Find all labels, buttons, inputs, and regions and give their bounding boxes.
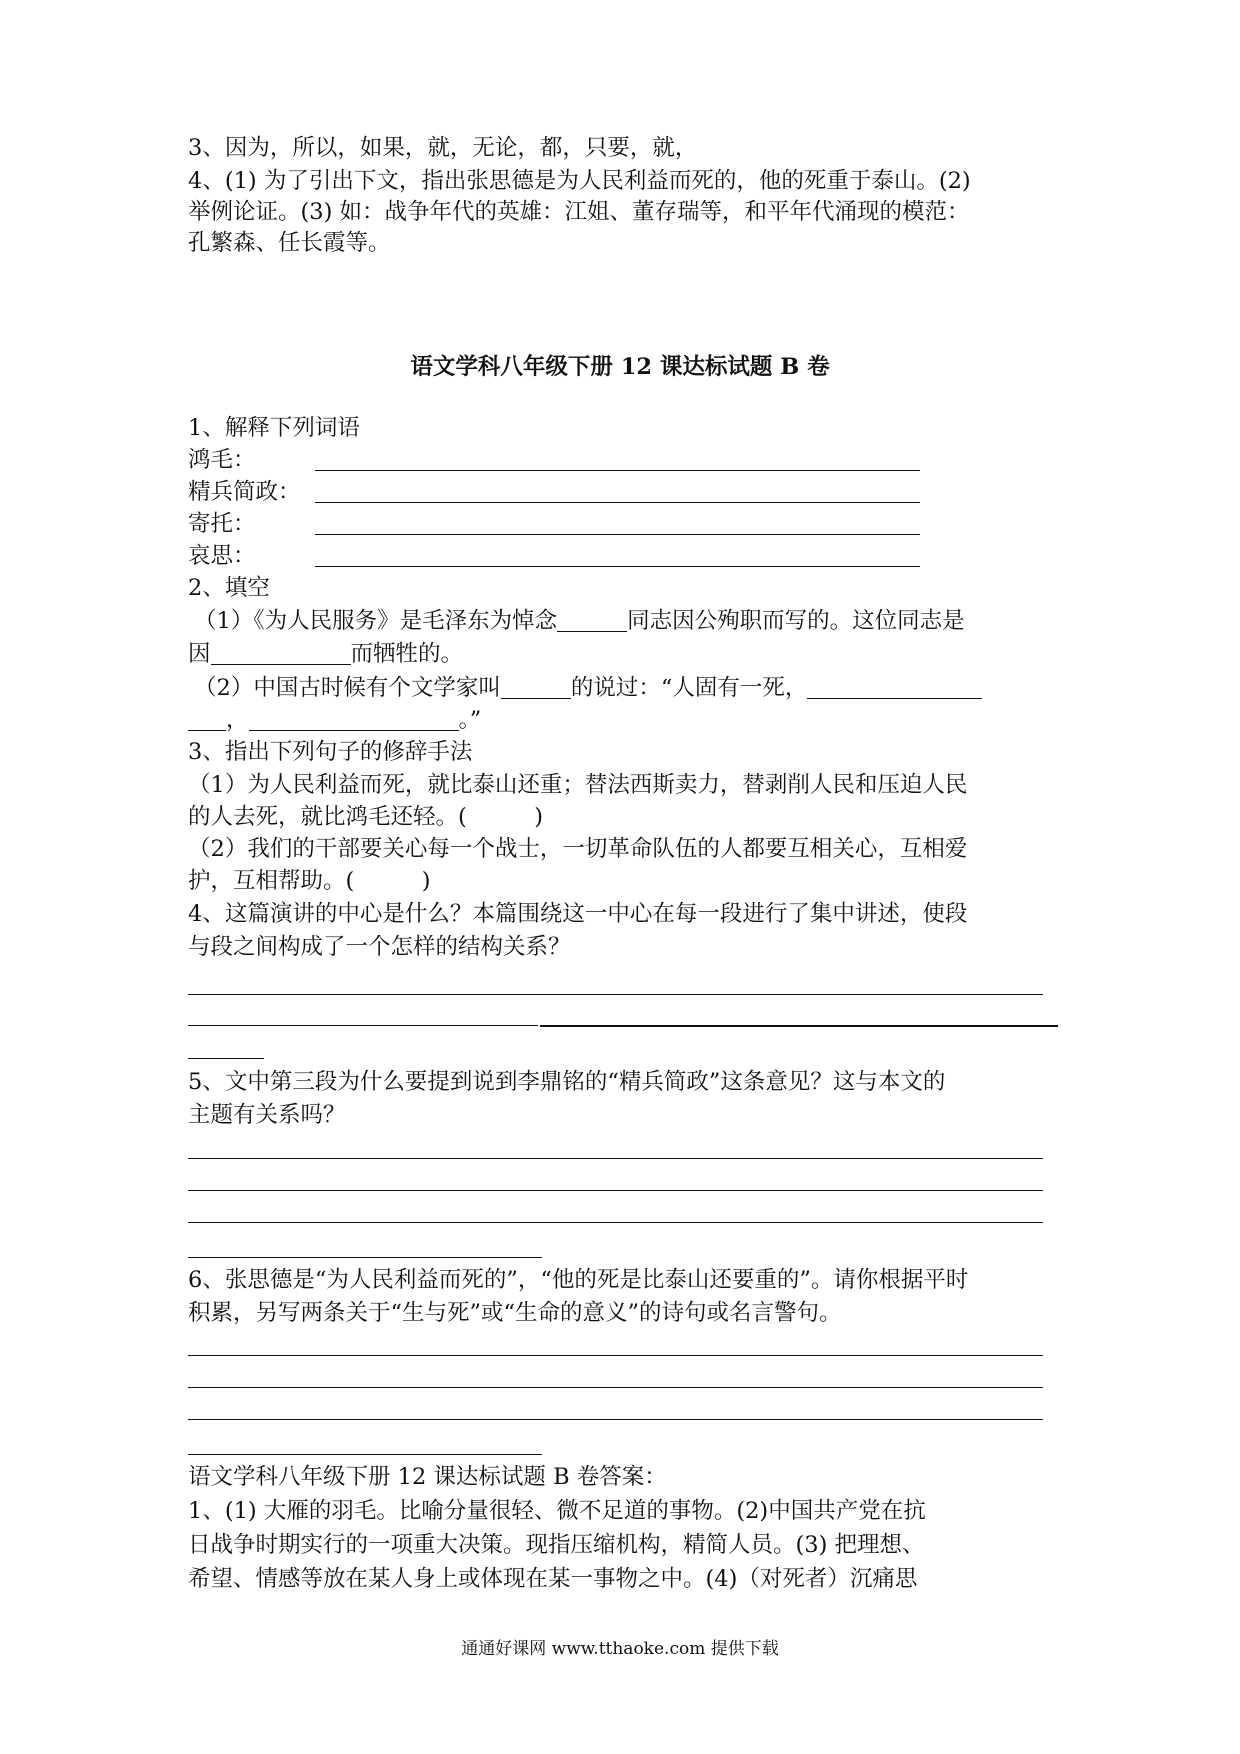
answers-line3: 希望、情感等放在某人身上或体现在某一事物之中。(4)（对死者）沉痛思 — [188, 1566, 918, 1592]
q2-blank-3[interactable] — [501, 676, 571, 699]
q1-answer-line-3[interactable] — [315, 534, 920, 535]
answers-heading: 语文学科八年级下册 12 课达标试题 B 卷答案： — [188, 1464, 667, 1490]
q2-item-2-text-a: （2）中国古时候有个文学家叫 — [194, 675, 501, 701]
q5-line2: 主题有关系吗？ — [188, 1102, 346, 1128]
page-title: 语文学科八年级下册 12 课达标试题 B 卷 — [410, 354, 830, 380]
q5-answer-line-1[interactable] — [188, 1158, 1043, 1159]
q3-sentence-2-line1: （2）我们的干部要关心每一个战士，一切革命队伍的人都要互相关心，互相爱 — [188, 836, 968, 862]
q2-item-2-line1 — [194, 673, 1064, 703]
q1-answer-line-4[interactable] — [315, 566, 920, 567]
q1-answer-line-1[interactable] — [315, 470, 920, 471]
q4-line1: 4、这篇演讲的中心是什么？本篇围绕这一中心在每一段进行了集中讲述，使段 — [188, 901, 968, 927]
q1-heading: 1、解释下列词语 — [188, 415, 360, 441]
q4-answer-line-2b[interactable] — [540, 1025, 1058, 1027]
q2-item-1-text-d: 而牺牲的。 — [350, 641, 464, 667]
q6-answer-line-1[interactable] — [188, 1355, 1043, 1356]
q2-item-1-line2 — [188, 639, 1058, 669]
q1-term-1: 鸿毛： — [188, 447, 256, 473]
q2-blank-2[interactable] — [211, 642, 351, 665]
answers-line1: 1、(1) 大雁的羽毛。比喻分量很轻、微不足道的事物。(2)中国共产党在抗 — [188, 1498, 926, 1524]
q6-answer-line-2[interactable] — [188, 1387, 1043, 1388]
q3-sentence-1-line1: （1）为人民利益而死，就比泰山还重；替法西斯卖力，替剥削人民和压迫人民 — [188, 772, 968, 798]
q6-answer-line-4[interactable] — [188, 1454, 542, 1455]
q2-heading: 2、填空 — [188, 575, 270, 601]
q1-term-4: 哀思： — [188, 543, 256, 569]
q2-item-2-text-b: 的说过：“人固有一死， — [570, 675, 808, 701]
prev-answer-3: 3、因为，所以，如果，就，无论，都，只要，就， — [188, 135, 698, 161]
q4-answer-line-2a[interactable] — [188, 1025, 538, 1026]
q3-sentence-1-line2: 的人去死，就比鸿毛还轻。( ) — [188, 804, 544, 830]
q2-blank-4[interactable] — [807, 676, 982, 699]
footer-download-note: 通通好课网 www.tthaoke.com 提供下载 — [461, 1639, 779, 1659]
q2-blank-5[interactable] — [188, 708, 226, 731]
q2-item-2-text-c: ， — [226, 707, 249, 733]
answers-line2: 日战争时期实行的一项重大决策。现指压缩机构，精简人员。(3) 把理想、 — [188, 1532, 925, 1558]
q2-item-1-text-b: 同志因公殉职而写的。这位同志是 — [627, 608, 965, 634]
q1-term-2: 精兵简政： — [188, 479, 301, 505]
q3-sentence-2-line2: 护，互相帮助。( ) — [188, 868, 431, 894]
q3-heading: 3、指出下列句子的修辞手法 — [188, 739, 473, 765]
q5-answer-line-4[interactable] — [188, 1257, 542, 1258]
q1-term-3: 寄托： — [188, 511, 256, 537]
q2-item-1-line1 — [194, 606, 1064, 636]
q6-line1: 6、张思德是“为人民利益而死的”，“他的死是比泰山还要重的”。请你根据平时 — [188, 1267, 969, 1293]
q2-item-1-text-a: （1）《为人民服务》是毛泽东为悼念 — [194, 608, 558, 634]
q5-line1: 5、文中第三段为什么要提到说到李鼎铭的“精兵简政”这条意见？这与本文的 — [188, 1069, 946, 1095]
q2-item-2-line2 — [188, 705, 1058, 735]
q4-answer-line-3[interactable] — [188, 1058, 264, 1059]
q2-item-1-text-c: 因 — [188, 641, 211, 667]
prev-answer-4-line1: 4、(1) 为了引出下文，指出张思德是为人民利益而死的，他的死重于泰山。(2) — [188, 168, 971, 194]
q2-blank-1[interactable] — [557, 609, 627, 632]
q2-item-2-text-d: 。” — [458, 707, 482, 733]
q6-answer-line-3[interactable] — [188, 1419, 1043, 1420]
q5-answer-line-3[interactable] — [188, 1222, 1043, 1223]
q1-answer-line-2[interactable] — [315, 502, 920, 503]
q5-answer-line-2[interactable] — [188, 1190, 1043, 1191]
q6-line2: 积累，另写两条关于“生与死”或“生命的意义”的诗句或名言警句。 — [188, 1300, 842, 1326]
q4-line2: 与段之间构成了一个怎样的结构关系？ — [188, 934, 571, 960]
prev-answer-4-line2: 举例论证。(3) 如：战争年代的英雄：江姐、董存瑞等，和平年代涌现的模范： — [188, 199, 970, 225]
q4-answer-line-1[interactable] — [188, 994, 1043, 995]
prev-answer-4-line3: 孔繁森、任长霞等。 — [188, 230, 391, 256]
q2-blank-6[interactable] — [249, 708, 459, 731]
